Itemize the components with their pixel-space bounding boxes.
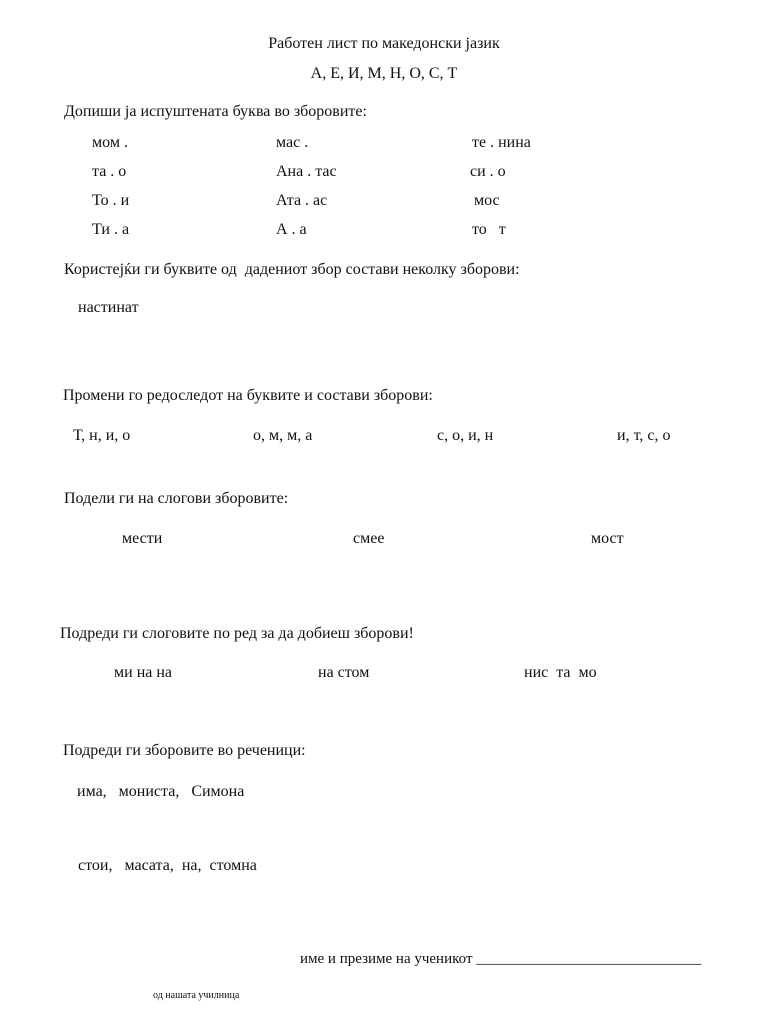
missing-letter-word: те . нина [472, 134, 531, 151]
letter-group: Т, н, и, о [73, 427, 131, 444]
sentence-words: стои, масата, на, стомна [78, 857, 257, 874]
syllable-group: на стом [318, 664, 370, 681]
missing-letter-word: Ти . а [92, 221, 130, 238]
section6-instruction: Подреди ги зборовите во реченици: [63, 742, 306, 759]
section1-instruction: Допиши ја испуштената буква во зборовите: [64, 103, 367, 120]
worksheet-title: Работен лист по македонски јазик [268, 35, 500, 52]
syllable-word: мести [122, 530, 163, 547]
section3-instruction: Промени го редоследот на буквите и состави зборови: [63, 387, 433, 404]
missing-letter-word: то т [472, 221, 506, 238]
missing-letter-word: та . о [92, 163, 127, 180]
letter-group: о, м, м, а [253, 427, 313, 444]
missing-letter-word: си . о [470, 163, 506, 180]
missing-letter-word: мас . [276, 134, 309, 151]
syllable-group: ми на на [114, 664, 173, 681]
letter-group: и, т, с, о [617, 427, 671, 444]
source-word: настинат [78, 299, 139, 316]
missing-letter-word: А . а [276, 221, 307, 238]
student-name-line: име и презиме на ученикот ______________________________ [300, 951, 702, 967]
syllable-group: нис та мо [524, 664, 597, 681]
section4-instruction: Подели ги на слогови зборовите: [64, 490, 289, 507]
missing-letter-word: мос [474, 192, 500, 209]
footer-note: од нашата училница [153, 990, 240, 1001]
sentence-words: има, мониста, Симона [77, 783, 245, 800]
section5-instruction: Подреди ги слоговите по ред за да добиеш зборови! [60, 625, 414, 642]
section2-instruction: Користејќи ги буквите од дадениот збор состави неколку зборови: [64, 261, 520, 278]
missing-letter-word: мом . [92, 134, 128, 151]
syllable-word: смее [353, 530, 385, 547]
letters-list: А, Е, И, М, Н, О, С, Т [310, 65, 458, 82]
missing-letter-word: Ата . ас [276, 192, 328, 209]
syllable-word: мост [591, 530, 624, 547]
missing-letter-word: Ана . тас [276, 163, 337, 180]
missing-letter-word: То . и [92, 192, 130, 209]
letter-group: с, о, и, н [437, 427, 494, 444]
